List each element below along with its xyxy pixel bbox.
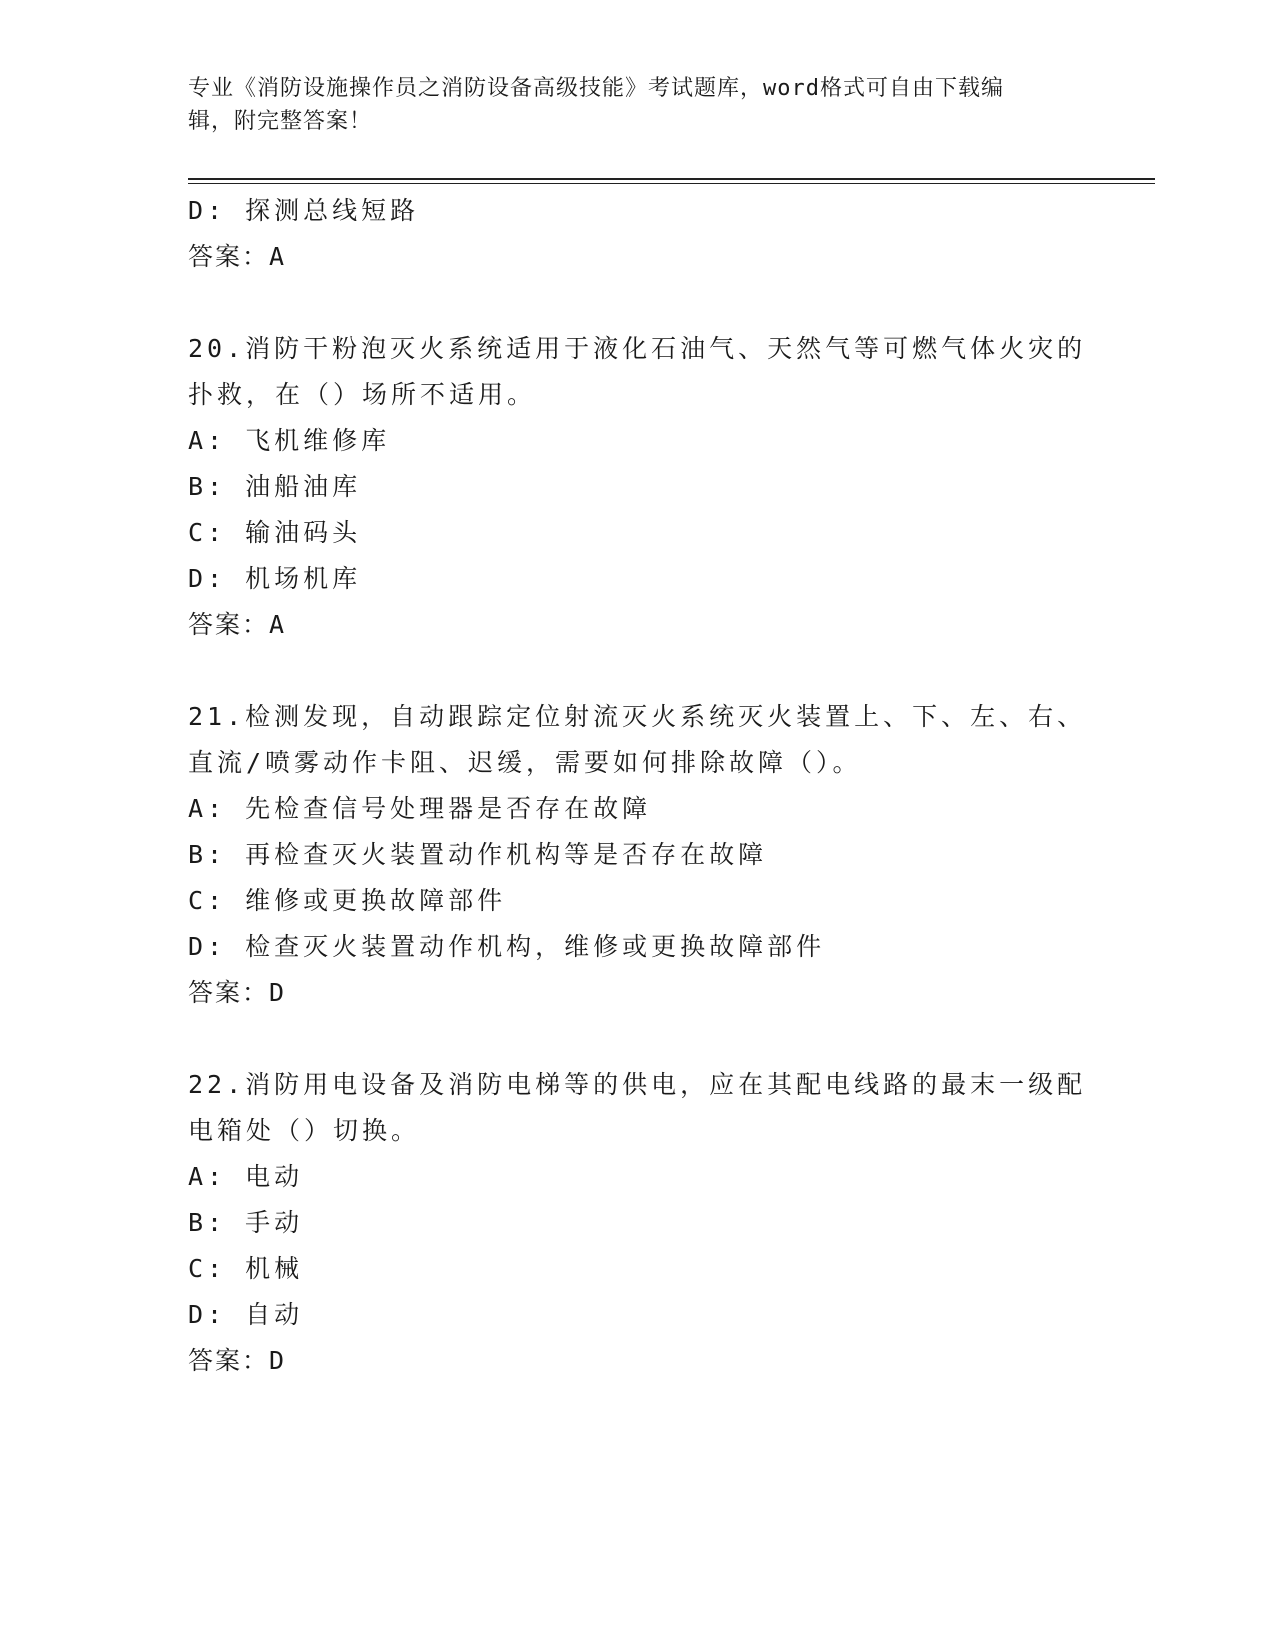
option-b: B: 再检查灭火装置动作机构等是否存在故障 [188, 840, 768, 869]
header-line-1: 专业《消防设施操作员之消防设备高级技能》考试题库，word格式可自由下载编 [188, 76, 1004, 101]
header-line-2: 辑，附完整答案！ [188, 109, 373, 134]
option-a: A: 飞机维修库 [188, 426, 391, 455]
option-c: C: 机械 [188, 1254, 304, 1283]
header-rule-thick [188, 178, 1155, 180]
question-stem-line: 直流/喷雾动作卡阻、迟缓，需要如何排除故障（）。 [188, 748, 862, 777]
question-21 [188, 694, 1088, 1016]
prev-question-answer: 答案：A [188, 242, 287, 271]
question-stem-line: 22.消防用电设备及消防电梯等的供电，应在其配电线路的最末一级配 [188, 1070, 1087, 1099]
spacer [188, 280, 1088, 326]
spacer [188, 1016, 1088, 1062]
option-c: C: 输油码头 [188, 518, 362, 547]
question-stem-line: 21.检测发现，自动跟踪定位射流灭火系统灭火装置上、下、左、右、 [188, 702, 1087, 731]
answer-label: 答案：A [188, 610, 287, 639]
question-content [188, 188, 1088, 1384]
question-stem-line: 20.消防干粉泡灭火系统适用于液化石油气、天然气等可燃气体火灾的 [188, 334, 1087, 363]
answer-label: 答案：D [188, 1346, 287, 1375]
page-header [188, 72, 1088, 138]
answer-label: 答案：D [188, 978, 287, 1007]
option-b: B: 油船油库 [188, 472, 362, 501]
header-rule-thin [188, 183, 1155, 184]
option-c: C: 维修或更换故障部件 [188, 886, 507, 915]
question-stem-line: 扑救，在（）场所不适用。 [188, 380, 537, 409]
prev-question-option-d: D: 探测总线短路 [188, 196, 420, 225]
spacer [188, 648, 1088, 694]
option-d: D: 机场机库 [188, 564, 362, 593]
option-d: D: 自动 [188, 1300, 304, 1329]
question-stem-line: 电箱处（）切换。 [188, 1116, 421, 1145]
question-22 [188, 1062, 1088, 1384]
question-20 [188, 326, 1088, 648]
option-d: D: 检查灭火装置动作机构，维修或更换故障部件 [188, 932, 826, 961]
option-a: A: 电动 [188, 1162, 304, 1191]
option-a: A: 先检查信号处理器是否存在故障 [188, 794, 652, 823]
option-b: B: 手动 [188, 1208, 304, 1237]
